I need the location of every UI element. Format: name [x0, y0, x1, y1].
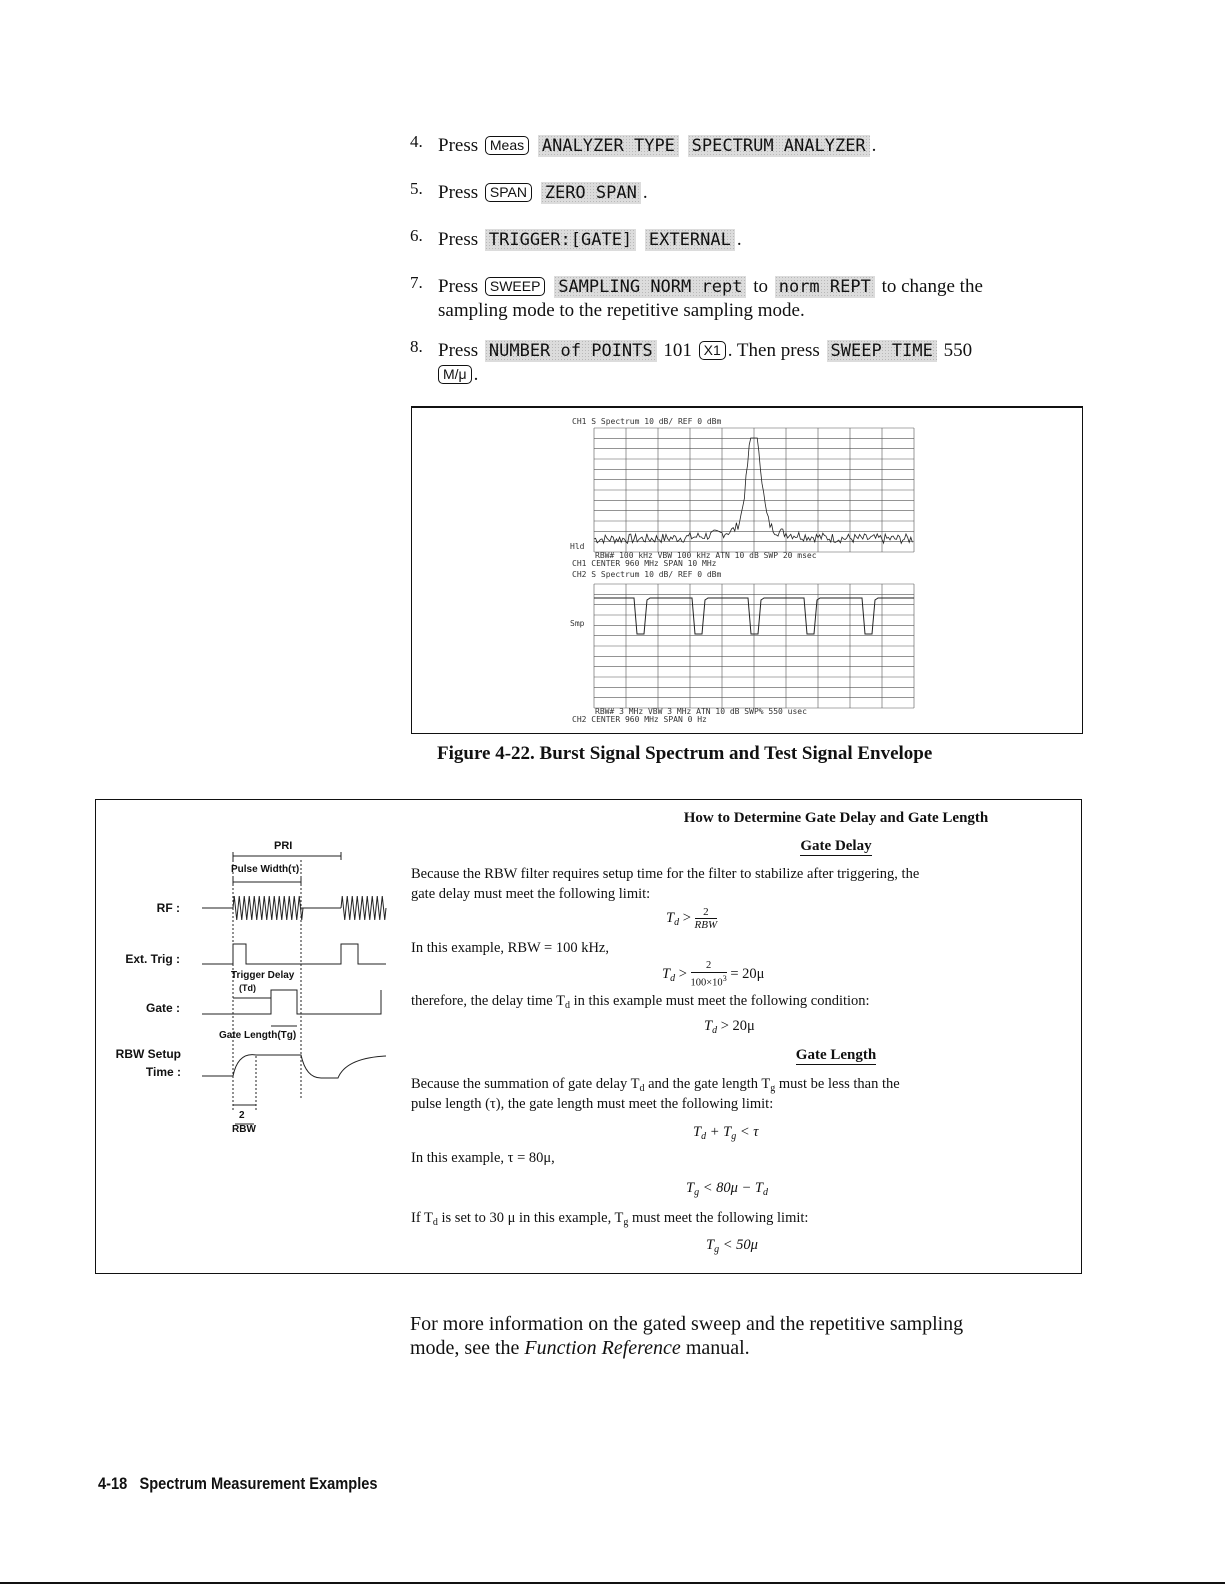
span-hardkey: SPAN: [485, 183, 532, 202]
meas-hardkey: Meas: [485, 136, 529, 155]
if-td-text: If $T_d$ is set to 30 μ in this example, $T_g$ must meet the following limit:: [411, 1210, 809, 1228]
equation-tg-lt-80u: $T_g < 80\mu - T_d$: [686, 1180, 768, 1198]
equation-td-plus-tg: $T_d + T_g < \tau$: [693, 1124, 759, 1142]
analyzer-screens: [412, 408, 1082, 733]
td-label: (Td): [239, 983, 256, 993]
screen1-header: CH1 S Spectrum 10 dB/ REF 0 dBm: [572, 417, 722, 426]
zero-span-softkey: ZERO SPAN: [541, 182, 641, 204]
pulse-width-label: Pulse Width(τ): [231, 864, 300, 875]
sweep-hardkey: SWEEP: [485, 277, 546, 296]
length-text-line1: Because the summation of gate delay $T_d$ and the gate length $T_g$ must be less than the: [411, 1076, 900, 1094]
x1-hardkey: X1: [699, 341, 726, 360]
rbw-setup-label: RBW Setup: [115, 1047, 181, 1061]
ext-trig-label: Ext. Trig :: [125, 952, 180, 966]
section-title: Spectrum Measurement Examples: [139, 1474, 378, 1493]
page-footer: [98, 1474, 378, 1494]
trigger-delay-label: Trigger Delay: [231, 970, 295, 981]
equation-td-gt-20u: $T_d$ > $\frac{2}{100\times 10^3}$ = 20μ: [662, 960, 765, 989]
function-reference-title: Function Reference: [524, 1337, 681, 1359]
screen1-footer1: RBW# 100 kHz VBW 100 kHz ATN 10 dB SWP 20 msec: [595, 551, 817, 560]
spectrum-analyzer-softkey: SPECTRUM ANALYZER: [688, 135, 870, 157]
therefore-text: therefore, the delay time $T_d$ in this example must meet the following condition:: [411, 993, 870, 1011]
step-number: 5.: [410, 179, 423, 198]
step-number: 6.: [410, 226, 423, 245]
figure-caption: Figure 4-22. Burst Signal Spectrum and Test Signal Envelope: [437, 743, 933, 764]
screen1-footer2: CH1 CENTER 960 MHz SPAN 10 MHz: [572, 559, 717, 568]
pri-label: PRI: [274, 840, 293, 852]
m-mu-hardkey: M/μ: [438, 365, 472, 384]
screen2-header: CH2 S Spectrum 10 dB/ REF 0 dBm: [572, 570, 722, 579]
step-number: 4.: [410, 132, 423, 151]
gate-length-label: Gate Length(Tg): [219, 1030, 297, 1041]
length-text-line2: pulse length (τ), the gate length must meet the following limit:: [411, 1096, 774, 1112]
screen2-grid: [594, 584, 914, 708]
sampling-norm-rept-softkey: SAMPLING NORM rept: [554, 276, 746, 298]
closing-paragraph: For more information on the gated sweep and the repetitive sampling mode, see the Function Reference manual.: [410, 1313, 964, 1359]
step-number: 8.: [410, 337, 423, 356]
norm-rept-softkey: norm REPT: [775, 276, 875, 298]
screen1-grid: [594, 428, 914, 552]
delay-text-line2: gate delay must meet the following limit:: [411, 886, 651, 902]
screen2-side-label: Smp: [570, 619, 585, 628]
equation-td-gt-2-over-rbw: $T_d$ > 2 RBW: [666, 906, 718, 931]
rf-label: RF :: [156, 901, 180, 915]
screen2-footer1: RBW# 3 MHz VBW 3 MHz ATN 10 dB SWP% 550 usec: [595, 707, 807, 716]
equation-td-condition: $T_d > 20\mu$: [704, 1018, 755, 1036]
delay-text-line1: Because the RBW filter requires setup time for the filter to stabilize after triggering, the: [411, 866, 920, 882]
page-number: 4-18: [98, 1474, 128, 1493]
rbw-fraction-num: 2: [239, 1110, 245, 1121]
gate-label: Gate :: [145, 1001, 180, 1015]
equation-tg-lt-50u: $T_g < 50\mu$: [706, 1237, 758, 1255]
gate-length-heading: Gate Length: [795, 1047, 877, 1063]
example-rbw: In this example, RBW = 100 kHz,: [411, 940, 609, 956]
spectrum-trace: [594, 438, 912, 543]
example-tau: In this example, τ = 80μ,: [411, 1150, 555, 1166]
gate-explanation-box: [95, 799, 1082, 1274]
trigger-gate-softkey: TRIGGER:[GATE]: [485, 229, 636, 251]
number-of-points-softkey: NUMBER of POINTS: [485, 340, 657, 362]
step-7-line2: sampling mode to the repetitive sampling mode.: [438, 300, 805, 321]
analyzer-type-softkey: ANALYZER TYPE: [538, 135, 679, 157]
external-softkey: EXTERNAL: [645, 229, 735, 251]
screen2-footer2: CH2 CENTER 960 MHz SPAN 0 Hz: [572, 715, 707, 724]
step-number: 7.: [410, 273, 423, 292]
gate-delay-heading: Gate Delay: [800, 838, 872, 854]
screen1-side-label: Hld: [570, 542, 585, 551]
bottom-rule: [0, 1582, 1225, 1584]
sweep-time-softkey: SWEEP TIME: [827, 340, 937, 362]
box-title: How to Determine Gate Delay and Gate Length: [683, 810, 989, 826]
time-label: Time :: [145, 1065, 181, 1079]
rbw-fraction-den: RBW: [232, 1124, 256, 1135]
figure-4-22: [411, 406, 1083, 734]
